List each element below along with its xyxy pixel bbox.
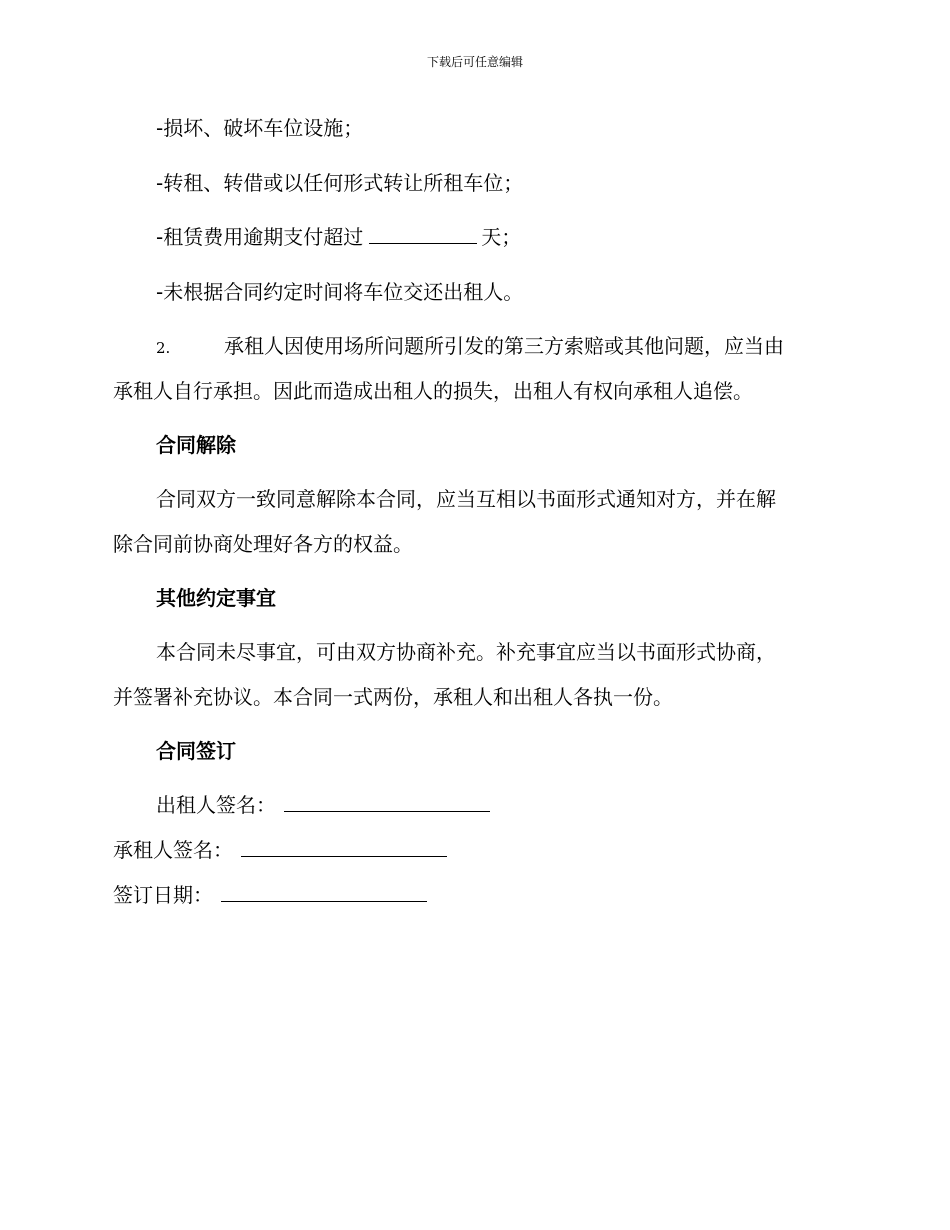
clause-2-text-1: 承租人因使用场所问题所引发的第三方索赔或其他问题，应当由 bbox=[224, 334, 784, 358]
clause-2-line-2: 承租人自行承担。因此而造成出租人的损失，出租人有权向承租人追偿。 bbox=[113, 379, 753, 403]
section-title-signing: 合同签订 bbox=[156, 739, 236, 763]
lessee-signature-blank bbox=[241, 838, 447, 857]
lessor-signature-label: 出租人签名： bbox=[156, 793, 276, 817]
signing-date-blank bbox=[221, 883, 427, 902]
lessor-signature-row bbox=[156, 791, 490, 819]
lessor-signature-blank bbox=[284, 793, 490, 812]
clause-2-line-1 bbox=[156, 332, 784, 362]
signing-date-row bbox=[113, 881, 427, 909]
other-line-2: 并签署补充协议。本合同一式两份，承租人和出租人各执一份。 bbox=[113, 685, 673, 709]
list-item-sublet: -转租、转借或以任何形式转让所租车位； bbox=[156, 171, 524, 195]
overdue-text: -租赁费用逾期支付超过 bbox=[156, 225, 364, 249]
signing-date-label: 签订日期： bbox=[113, 883, 213, 907]
list-item-return: -未根据合同约定时间将车位交还出租人。 bbox=[156, 280, 524, 304]
other-line-1: 本合同未尽事宜，可由双方协商补充。补充事宜应当以书面形式协商， bbox=[156, 640, 776, 664]
lessee-signature-row bbox=[113, 836, 447, 864]
days-blank bbox=[369, 225, 477, 244]
section-title-termination: 合同解除 bbox=[156, 433, 236, 457]
lessee-signature-label: 承租人签名： bbox=[113, 838, 233, 862]
clause-number: 2. bbox=[156, 339, 171, 357]
termination-line-1: 合同双方一致同意解除本合同，应当互相以书面形式通知对方，并在解 bbox=[156, 487, 776, 511]
list-item-damage: -损坏、破坏车位设施； bbox=[156, 116, 364, 140]
termination-line-2: 除合同前协商处理好各方的权益。 bbox=[113, 532, 413, 556]
page-header: 下载后可任意编辑 bbox=[426, 55, 523, 69]
days-unit: 天； bbox=[481, 225, 522, 249]
section-title-other: 其他约定事宜 bbox=[156, 586, 276, 610]
list-item-overdue bbox=[156, 223, 521, 251]
